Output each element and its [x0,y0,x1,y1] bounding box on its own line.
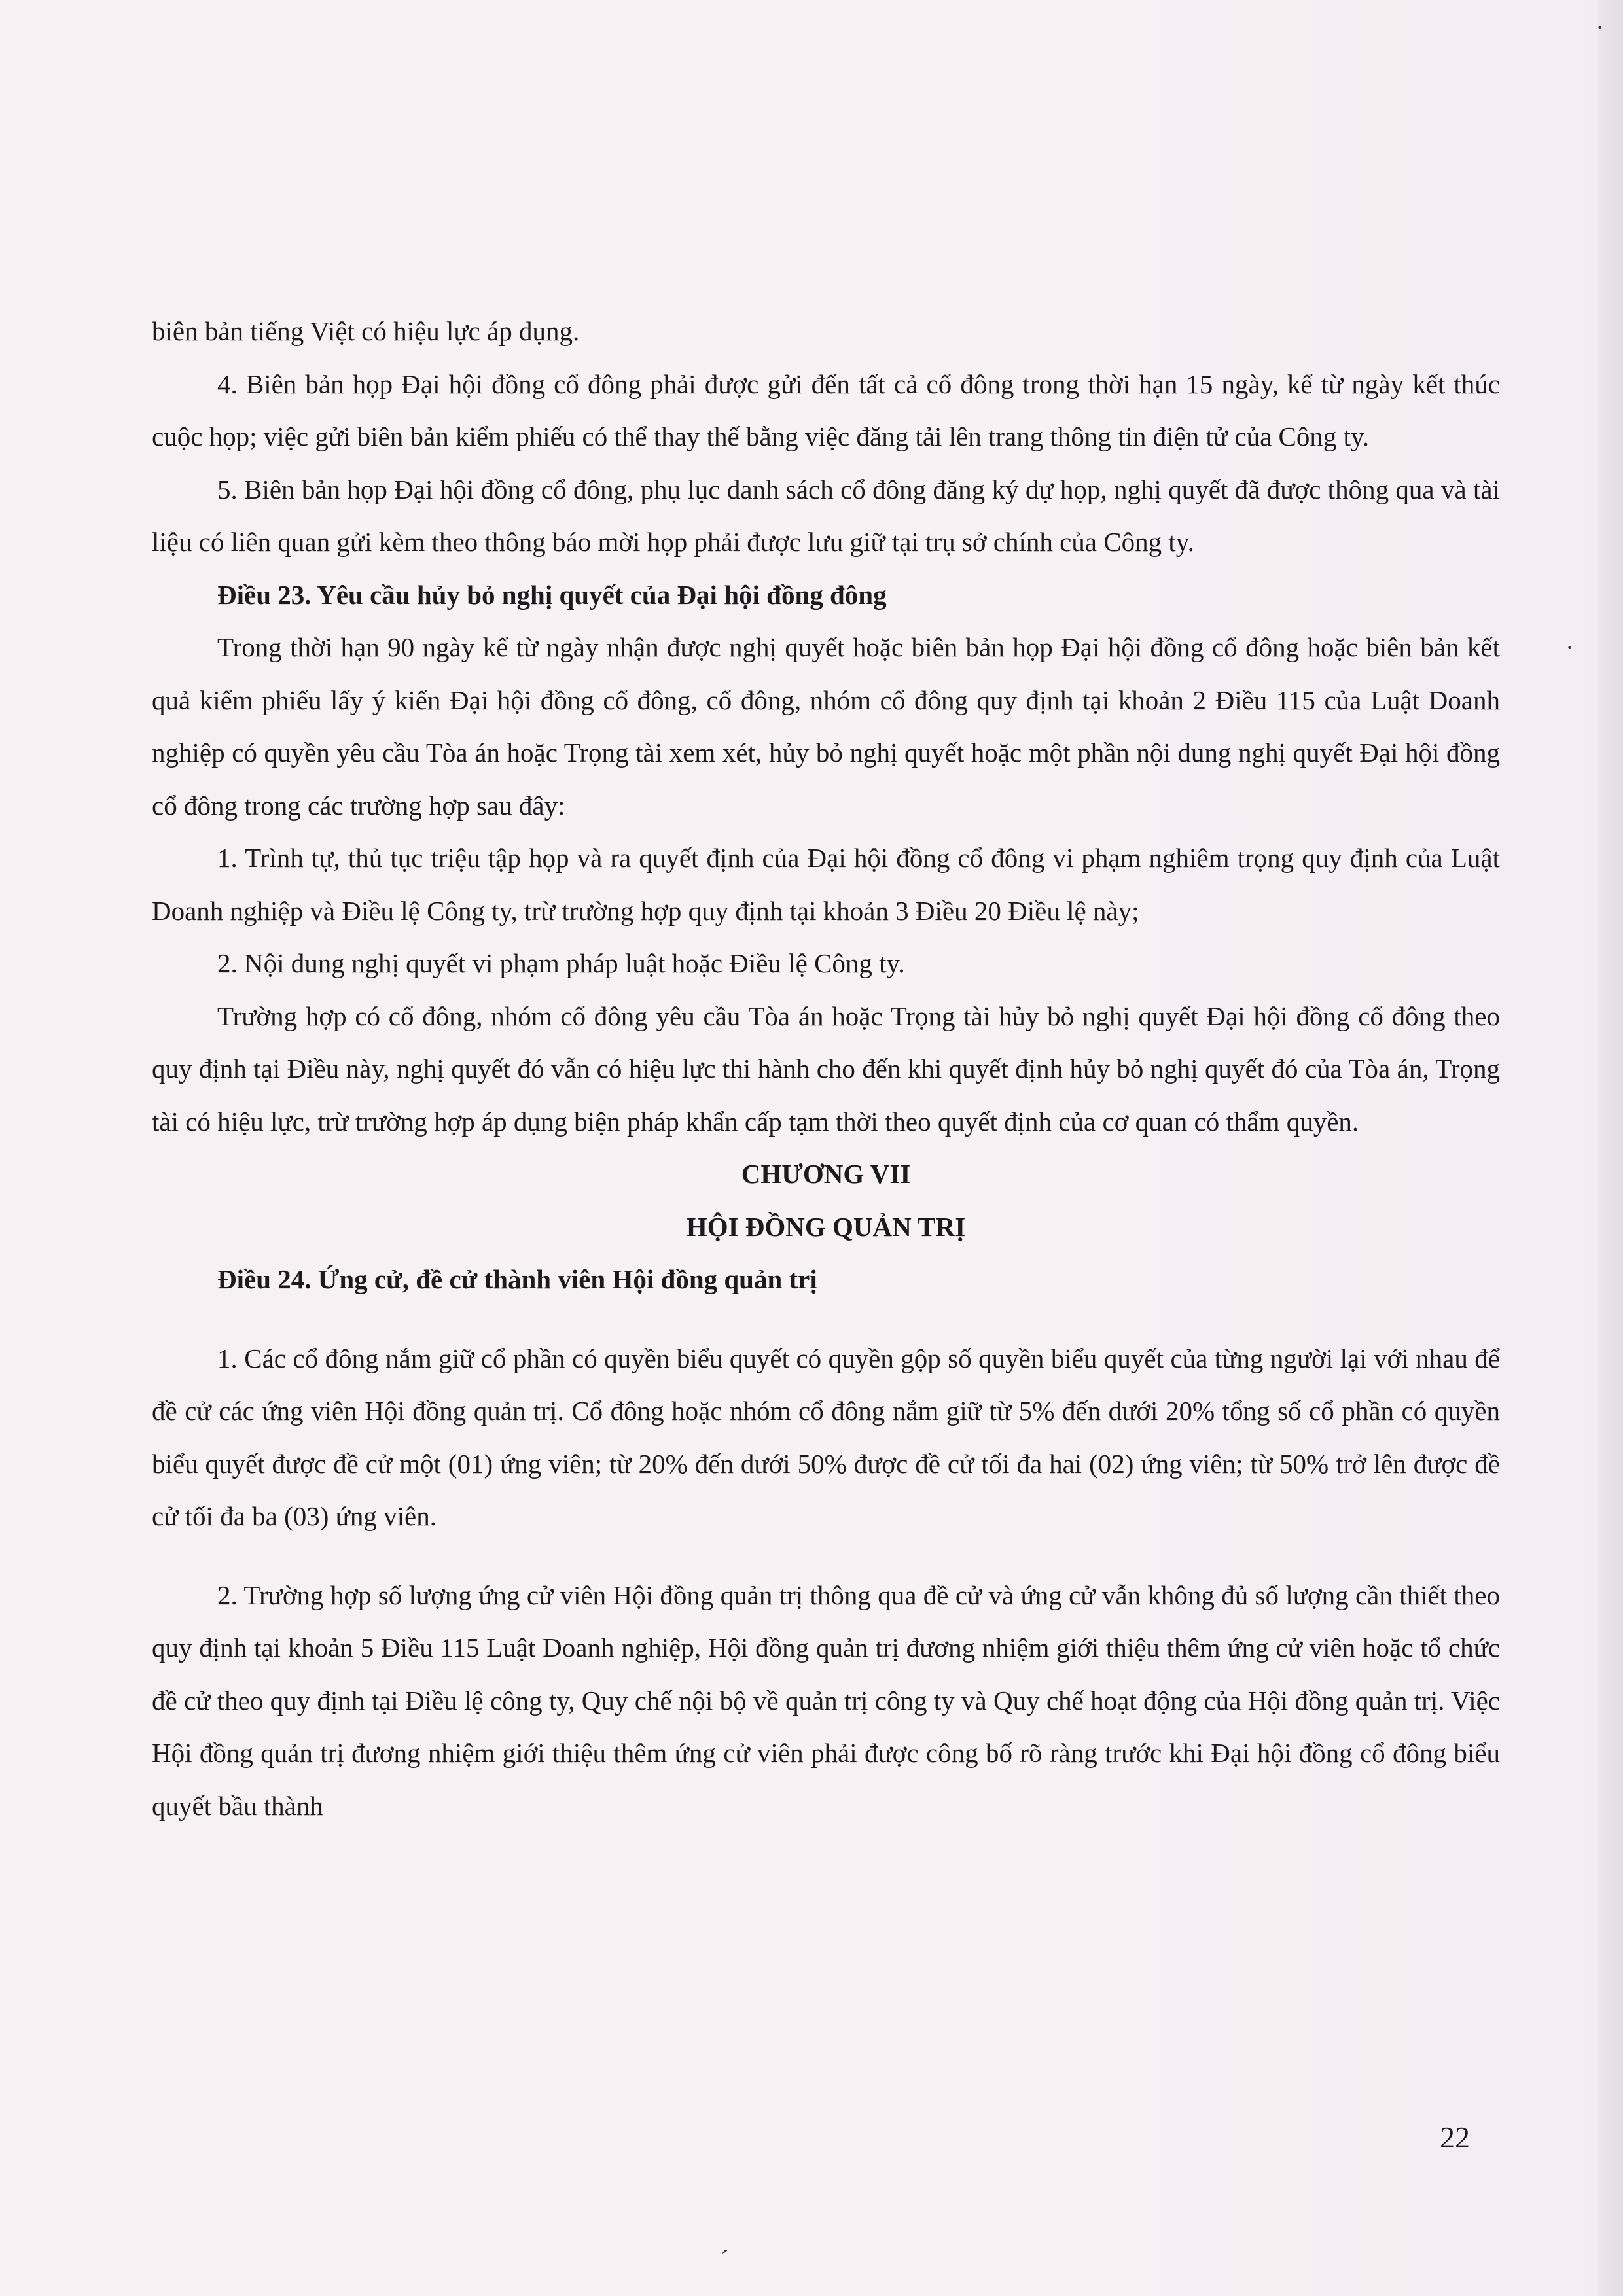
chapter-number: CHƯƠNG VII [741,1159,911,1189]
paragraph-continuation: biên bản tiếng Việt có hiệu lực áp dụng. [152,316,580,346]
article-23-intro: Trong thời hạn 90 ngày kể từ ngày nhận được nghị quyết hoặc biên bản họp Đại hội đồng cổ đông hoặc biên bản kết quả kiểm phiếu lấy ý kiến Đại hội đồng cổ đông, cổ đông, nhóm cổ đông quy định tại khoản 2 Điều 115 của Luật Doanh nghiệp có quyền yêu cầu Tòa án hoặc Trọng tài xem xét, hủy bỏ nghị quyết hoặc một phần nội dung nghị quyết Đại hội đồng cổ đông trong các trường hợp sau đây: [152,632,1500,821]
article-23-item-2: 2. Nội dung nghị quyết vi phạm pháp luật hoặc Điều lệ Công ty. [217,948,905,978]
scan-speck: · [1596,12,1605,42]
article-24-item-1: 1. Các cổ đông nắm giữ cổ phần có quyền biểu quyết có quyền gộp số quyền biểu quyết của từng người lại với nhau để đề cử các ứng viên Hội đồng quản trị. Cổ đông hoặc nhóm cổ đông nắm giữ từ 5% đến dưới 20% tổng số cổ phần có quyền biểu quyết được đề cử một (01) ứng viên; từ 20% đến dưới 50% được đề cử tối đa hai (02) ứng viên; từ 50% trở lên được đề cử tối đa ba (03) ứng viên. [152,1343,1500,1531]
page-body [152,305,1500,1832]
article-24-heading: Điều 24. Ứng cử, đề cử thành viên Hội đồng quản trị [217,1264,817,1294]
scan-edge-shadow [1598,0,1623,2296]
paragraph-clause-4: 4. Biên bản họp Đại hội đồng cổ đông phải được gửi đến tất cả cổ đông trong thời hạn 15 ngày, kể từ ngày kết thúc cuộc họp; việc gửi biên bản kiểm phiếu có thể thay thế bằng việc đăng tải lên trang thông tin điện tử của Công ty. [152,368,1500,451]
article-23-closing: Trường hợp có cổ đông, nhóm cổ đông yêu cầu Tòa án hoặc Trọng tài hủy bỏ nghị quyết Đại hội đồng cổ đông theo quy định tại Điều này, nghị quyết đó vẫn có hiệu lực thi hành cho đến khi quyết định hủy bỏ nghị quyết đó của Tòa án, Trọng tài có hiệu lực, trừ trường hợp áp dụng biện pháp khẩn cấp tạm thời theo quyết định của cơ quan có thẩm quyền. [152,1000,1500,1137]
paragraph-clause-5: 5. Biên bản họp Đại hội đồng cổ đông, phụ lục danh sách cổ đông đăng ký dự họp, nghị quyết đã được thông qua và tài liệu có liên quan gửi kèm theo thông báo mời họp phải được lưu giữ tại trụ sở chính của Công ty. [152,474,1500,557]
article-23-item-1: 1. Trình tự, thủ tục triệu tập họp và ra quyết định của Đại hội đồng cổ đông vi phạm nghiêm trọng quy định của Luật Doanh nghiệp và Điều lệ Công ty, trừ trường hợp quy định tại khoản 3 Điều 20 Điều lệ này; [152,843,1500,926]
chapter-title: HỘI ĐỒNG QUẢN TRỊ [686,1211,966,1242]
scan-speck: · [1565,633,1575,662]
spacer [152,1543,1500,1569]
spacer [152,1306,1500,1332]
article-24-item-2: 2. Trường hợp số lượng ứng cử viên Hội đồng quản trị thông qua đề cử và ứng cử vẫn không đủ số lượng cần thiết theo quy định tại khoản 5 Điều 115 Luật Doanh nghiệp, Hội đồng quản trị đương nhiệm giới thiệu thêm ứng cử viên hoặc tổ chức đề cử theo quy định tại Điều lệ công ty, Quy chế nội bộ về quản trị công ty và Quy chế hoạt động của Hội đồng quản trị. Việc Hội đồng quản trị đương nhiệm giới thiệu thêm ứng cử viên phải được công bố rõ ràng trước khi Đại hội đồng cổ đông biểu quyết bầu thành [152,1580,1500,1821]
page-number: 22 [1440,2121,1470,2154]
scan-speck: ˊ [720,2245,729,2274]
article-23-heading: Điều 23. Yêu cầu hủy bỏ nghị quyết của Đại hội đồng đông [217,579,887,610]
